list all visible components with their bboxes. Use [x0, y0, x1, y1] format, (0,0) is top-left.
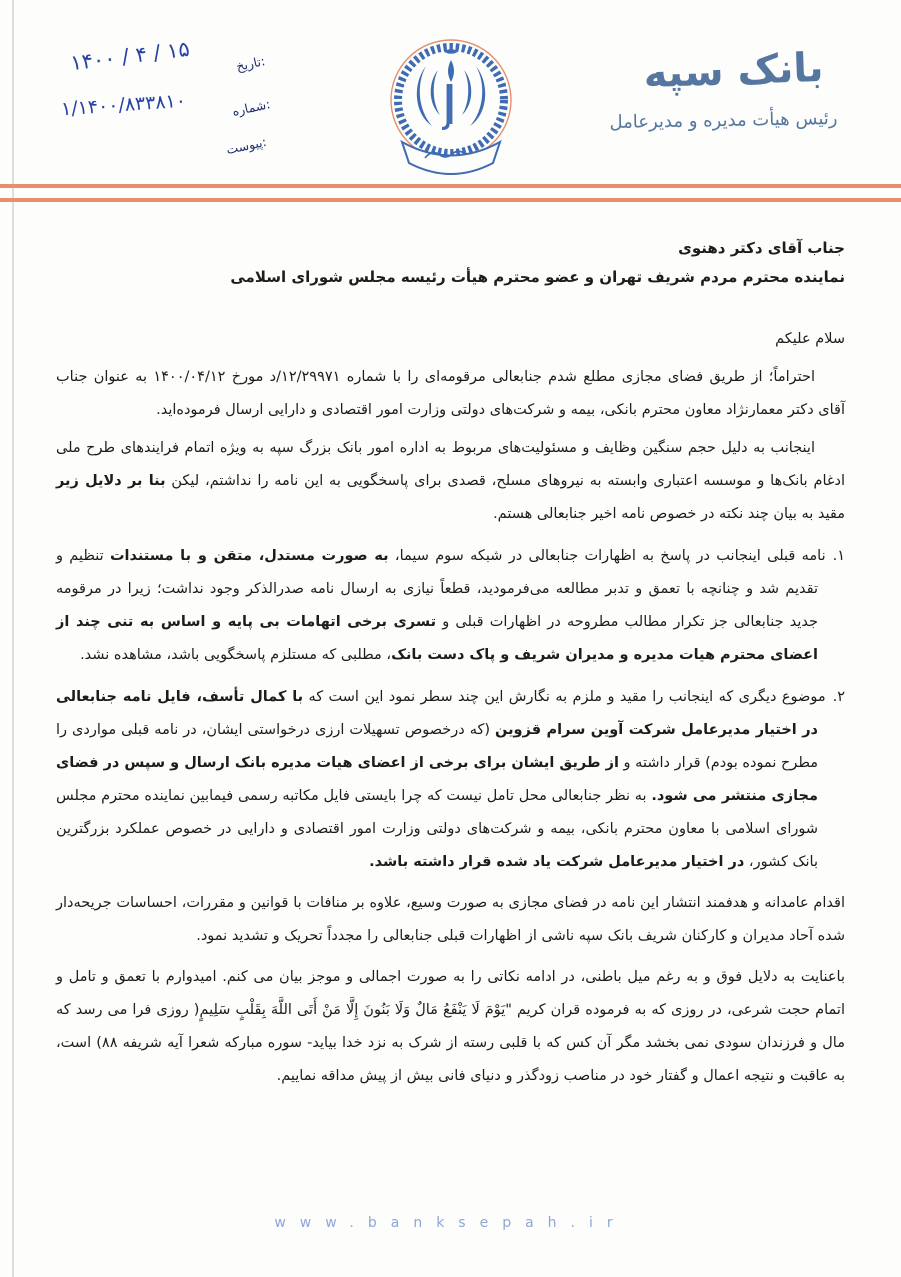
paragraph — [56, 681, 845, 879]
letter-body — [56, 234, 845, 1094]
logo-banner — [402, 142, 500, 174]
text-segment: بنا بر دلایل زیر — [56, 472, 166, 489]
text-segment: به صورت مستدل، متقن و با مستندات — [109, 547, 389, 564]
number-value-handwritten: ۱/۱۴۰۰/۸۳۳۸۱۰ — [60, 89, 187, 121]
text-segment: به نظر جنابعالی محل تامل نیست که چرا بایستی فایل مکاتبه رسمی فیمابین نماینده محترم مجلس شورای اسلامی با معاون محترم بانکی، بیمه و شرکت‌های دولتی وزارت امور اقتصادی و دارایی در خصوص عملکرد بزرگترین بانک کشور، — [56, 788, 818, 871]
paragraph — [56, 887, 845, 953]
text-segment: با کمال تأسف، فایل نامه جنابعالی در اختیار مدیرعامل شرکت آوین سرام قزوین — [56, 688, 818, 739]
text-segment: (که درخصوص تسهیلات ارزی درخواستی ایشان، در نامه قبلی مواردی را مطرح نموده بودم) قرار داشته و — [56, 722, 818, 772]
paragraph — [56, 961, 845, 1093]
text-segment: تنظیم و تقدیم شد و چنانچه با تعمق و تدبر مطالعه می‌فرمودید، قطعاً نیازی به ارسال نامه صدرالذکر وجود نداشت؛ زیرا در مرقومه جدید جنابعالی جز تکرار مطالب مطروحه در اظهارات قبلی و — [56, 547, 818, 630]
text-segment: نامه قبلی اینجانب در پاسخ به اظهارات جنابعالی در شبکه سوم سیما، — [388, 547, 826, 564]
text-segment: ، مطلبی که مستلزم پاسخگویی باشد، مشاهده نشد. — [80, 646, 392, 663]
list-number: ۱. — [832, 547, 846, 564]
text-segment: از طریق ایشان برای برخی از اعضای هیات مدیره بانک ارسال و سپس در فضای مجازی منتشر می شود. — [56, 755, 818, 805]
footer-url: www.banksepah.ir — [274, 1215, 627, 1231]
text-segment: موضوع دیگری که اینجانب را مقید و ملزم به نگارش این چند سطر نمود این است که — [303, 688, 826, 705]
paragraphs-container — [56, 361, 845, 1094]
letterhead-brand — [609, 44, 851, 133]
addressee-name: جناب آقای دکتر دهنوی — [678, 239, 845, 257]
paragraph — [56, 540, 845, 672]
date-label: تاریخ: — [234, 53, 267, 74]
text-segment: مقید به بیان چند نکته در خصوص نامه اخیر جنابعالی هستم. — [493, 505, 845, 522]
header-rule-top — [0, 184, 901, 188]
attachment-label: پیوست: — [224, 133, 268, 158]
signer-title: رئیس هیأت مدیره و مدیرعامل — [609, 108, 838, 133]
date-value-handwritten: ۱۴۰۰ / ۴ / ۱۵ — [69, 36, 191, 76]
letterhead-fields — [14, 28, 286, 173]
header-rule-bottom — [0, 198, 901, 202]
text-segment: احتراماً؛ از طریق فضای مجازی مطلع شدم جنابعالی مرقومه‌ای را با شماره ۱۲/۲۹۹۷۱/د مورخ ۱۴۰۰/۰۴/۱۲ به عنوان جناب آقای دکتر معمارنژاد معاون محترم بانکی، بیمه و شرکت‌های دولتی وزارت امور اقتصادی و دارایی ارسال فرموده‌اید. — [56, 368, 845, 418]
text-segment: اقدام عامدانه و هدفمند انتشار این نامه در فضای مجازی به صورت وسیع، علاوه بر منافات با قوانین و مقررات، احساسات جریحه‌دار شده آحاد مدیران و کارکنان شریف بانک سپه ناشی از اظهارات قبلی جنابعالی را مجدداً تحریک و تشدید نمود. — [56, 895, 845, 945]
scan-edge-line — [12, 0, 14, 1277]
paragraph — [56, 432, 845, 531]
list-number: ۲. — [832, 688, 845, 705]
bank-name-calligraphy: بانک سپه — [642, 44, 825, 98]
text-segment: در اختیار مدیرعامل شرکت یاد شده قرار داشته باشد. — [369, 854, 745, 871]
text-segment: اینجانب به دلیل حجم سنگین وظایف و مسئولیت‌های مربوط به اداره امور بانک بزرگ سپه به ویژه اتمام فرایندهای طرح ملی ادغام بانک‌ها و موسسه اعتباری وابسته به نیروهای مسلح، قصدی برای پاسخگویی به این نامه را نداشتم، لیکن — [56, 439, 845, 489]
addressee-title: نماینده محترم مردم شریف تهران و عضو محترم هیأت رئیسه مجلس شورای اسلامی — [230, 268, 845, 287]
text-segment: تسری برخی اتهامات بی پایه و اساس به تنی چند از اعضای محترم هیات مدیره و مدیران شریف و پاک دست بانک — [56, 613, 818, 663]
text-segment: باعنایت به دلایل فوق و به رغم میل باطنی، در ادامه نکاتی را به صورت اجمالی و موجز بیان می کنم. امیدوارم با تعمق و تامل و اتمام حجت شرعی، در روزی که به فرموده قران کریم "یَوْمَ لَا یَنْفَعُ مَالٌ وَلَا بَنُونَ إِلَّا مَنْ أَتَی اللَّهَ بِقَلْبٍ سَلِیمٍ( روزی فرا می رسد که مال و فرزندان سودی نمی بخشد مگر آن کس که با قلبی رسته از شرک به نزد خدا بیاید- سوره مبارکه شعرا آیه شریفه ۸۸) است، به عاقبت و نتیجه اعمال و گفتار خود در مناصب زودگذر و دنیای فانی بیش از پیش مداقه نماییم. — [56, 969, 845, 1085]
paragraph — [56, 361, 845, 427]
salutation: سلام علیکم — [775, 330, 845, 347]
bank-sepah-logo-icon — [365, 36, 537, 188]
number-label: شماره: — [230, 96, 272, 119]
